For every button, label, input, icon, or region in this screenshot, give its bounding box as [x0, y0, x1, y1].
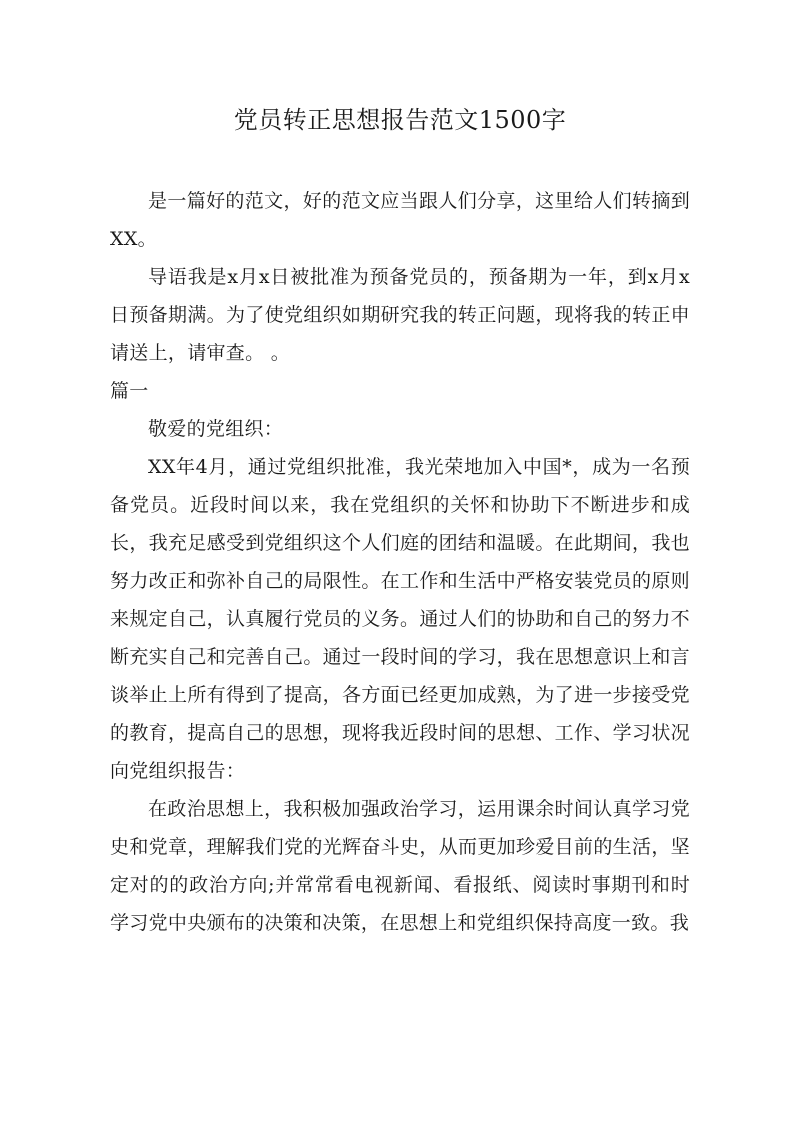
paragraph-intro: 是一篇好的范文，好的范文应当跟人们分享，这里给人们转摘到XX。 — [110, 190, 690, 250]
document-body — [110, 182, 690, 942]
paragraph-body-1: XX年4月，通过党组织批准，我光荣地加入中国*，成为一名预备党员。近段时间以来，我在党组织的关怀和协助下不断进步和成长，我充足感受到党组织这个人们庭的团结和温暖。在此期间，我也努力改正和弥补自己的局限性。在工作和生活中严格安装党员的原则来规定自己，认真履行党员的义务。通过人们的协助和自己的努力不断充实自己和完善自己。通过一段时间的学习，我在思想意识上和言谈举止上所有得到了提高，各方面已经更加成熟，为了进一步接受党的教育，提高自己的思想，现将我近段时间的思想、工作、学习状况向党组织报告： — [110, 456, 690, 782]
paragraph-lead: 导语我是x月x日被批准为预备党员的，预备期为一年，到x月x日预备期满。为了使党组织如期研究我的转正问题，现将我的转正申请送上，请审查。 。 — [110, 266, 690, 364]
document-title: 党员转正思想报告范文1500字 — [233, 106, 567, 134]
section-heading: 篇一 — [110, 380, 149, 402]
salutation: 敬爱的党组织： — [148, 418, 284, 440]
paragraph-body-2: 在政治思想上，我积极加强政治学习，运用课余时间认真学习党史和党章，理解我们党的光辉奋斗史，从而更加珍爱目前的生活，坚定对的的政治方向;并常常看电视新闻、看报纸、阅读时事期刊和时学习党中央颁布的决策和决策，在思想上和党组织保持高度一致。我 — [110, 798, 690, 934]
